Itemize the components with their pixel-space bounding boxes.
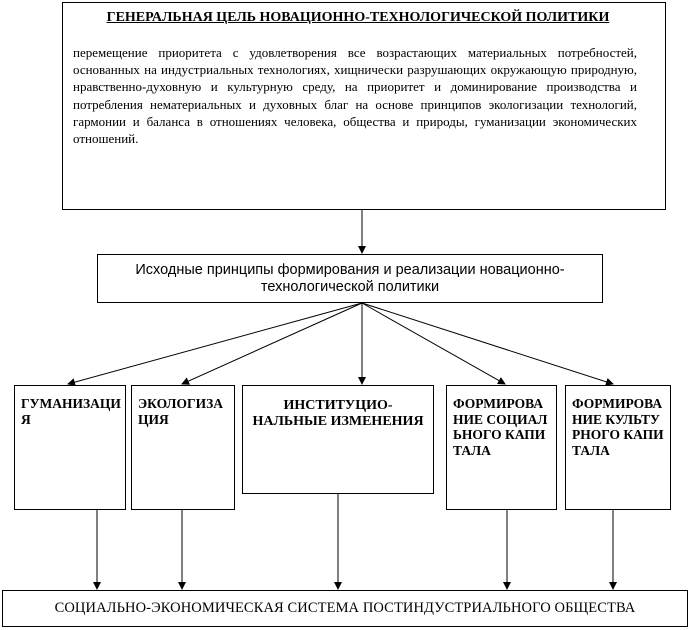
category-kulturny-kapital [565, 385, 671, 510]
arrow-to-socialny-kapital [362, 303, 505, 384]
principles-box [97, 254, 603, 303]
category-label: ГУМАНИЗАЦИЯ [21, 396, 121, 427]
category-socialny-kapital [446, 385, 557, 510]
principles-text: Исходные принципы формирования и реализации новационно-технологической политики [135, 261, 565, 295]
category-gumanizaciya [14, 385, 126, 510]
general-goal-box [62, 2, 666, 210]
category-ekologizaciya [131, 385, 235, 510]
category-label: ЭКОЛОГИЗАЦИЯ [138, 396, 223, 427]
general-goal-text: перемещение приоритета с удовлетворения все возрастающих материальных потребностей, основанных на индустриальных технологиях, хищнически разрушающих окружающую природную, нравственно-духовную и культурную среду, на приоритет и доминирование производства и потребления нематериальных и духовных благ на основе принципов экологизации технологий, гармонии и баланса в отношениях человека, общества и природы, гуманизации экономических отношений. [73, 45, 637, 147]
category-label: ФОРМИРОВАНИЕ КУЛЬТУРНОГО КАПИТАЛА [572, 396, 664, 458]
arrow-to-kulturny-kapital [362, 303, 613, 384]
arrow-to-ekologizaciya [182, 303, 362, 384]
result-text: СОЦИАЛЬНО-ЭКОНОМИЧЕСКАЯ СИСТЕМА ПОСТИНДУСТРИАЛЬНОГО ОБЩЕСТВА [54, 600, 636, 616]
general-goal-title: ГЕНЕРАЛЬНАЯ ЦЕЛЬ НОВАЦИОННО-ТЕХНОЛОГИЧЕСКОЙ ПОЛИТИКИ [106, 10, 610, 25]
category-institucionalnye-izmeneniya [242, 385, 434, 494]
result-box [2, 590, 688, 627]
category-label: ИНСТИТУЦИО-НАЛЬНЫЕ ИЗМЕНЕНИЯ [252, 398, 424, 429]
arrow-to-gumanizaciya [68, 303, 362, 384]
category-label: ФОРМИРОВАНИЕ СОЦИАЛЬНОГО КАПИТАЛА [453, 396, 548, 458]
